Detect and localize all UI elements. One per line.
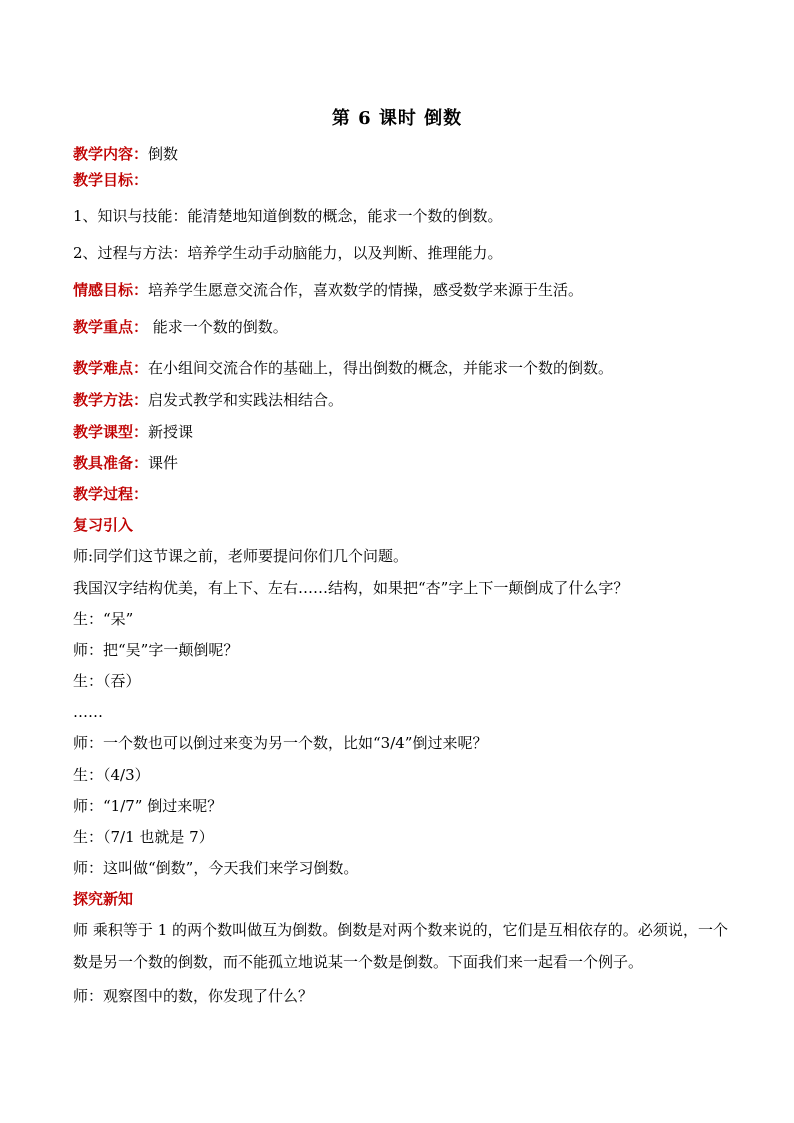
dialogue-line: 师：这叫做“倒数”，今天我们来学习倒数。: [73, 859, 359, 877]
dialogue-line: ……: [73, 703, 103, 721]
teaching-content-row: [73, 144, 178, 164]
dialogue-line: 师：一个数也可以倒过来变为另一个数，比如“3/4”倒过来呢？: [73, 734, 488, 752]
materials-label: 教具准备：: [73, 454, 149, 472]
process-label: 教学过程：: [73, 485, 149, 503]
method-label: 教学方法：: [73, 391, 149, 409]
process-row: [73, 484, 148, 504]
page-title: 第 6 课时 倒数: [331, 108, 463, 129]
dialogue-line: 师：把“吴”字一颠倒呢？: [73, 641, 239, 659]
teaching-content-value: 倒数: [148, 145, 179, 163]
materials-value: 课件: [148, 454, 179, 472]
lesson-type-value: 新授课: [148, 423, 194, 441]
key-point-value: 能求一个数的倒数。: [148, 318, 288, 336]
goal-item: 1、知识与技能：能清楚地知道倒数的概念，能求一个数的倒数。: [73, 207, 503, 225]
explore-heading: 探究新知: [73, 890, 134, 908]
emotion-goal-label: 情感目标：: [73, 281, 149, 299]
teaching-goals-row: [73, 170, 148, 190]
explore-paragraph: 师 乘积等于 1 的两个数叫做互为倒数。倒数是对两个数来说的，它们是互相依存的。必须说，一个数是另一个数的倒数，而不能孤立地说某一个数是倒数。下面我们来一起看一个例子。: [73, 921, 728, 971]
dialogue-line: 生：“呆”: [73, 610, 134, 628]
dialogue-line: 生：（4/3）: [73, 766, 150, 784]
dialogue-line: 生：（吞）: [73, 672, 141, 690]
key-point-label: 教学重点：: [73, 318, 149, 336]
difficulty-label: 教学难点：: [73, 359, 149, 377]
dialogue-line: 师：“1/7” 倒过来呢？: [73, 797, 223, 815]
dialogue-line: 我国汉字结构优美，有上下、左右……结构，如果把“杏”字上下一颠倒成了什么字？: [73, 579, 629, 597]
dialogue-line: 师:同学们这节课之前，老师要提问你们几个问题。: [73, 547, 409, 565]
difficulty-row: [73, 358, 613, 378]
goal-item: 2、过程与方法：培养学生动手动脑能力，以及判断、推理能力。: [73, 244, 503, 262]
materials-row: [73, 453, 178, 473]
lesson-type-row: [73, 422, 193, 442]
method-row: [73, 390, 343, 410]
method-value: 启发式教学和实践法相结合。: [148, 391, 344, 409]
last-line: 师：观察图中的数，你发现了什么？: [73, 987, 314, 1005]
key-point-row: [73, 317, 288, 337]
emotion-goal-row: [73, 280, 583, 300]
lesson-type-label: 教学课型：: [73, 423, 149, 441]
teaching-content-label: 教学内容：: [73, 145, 149, 163]
dialogue-line: 生：（7/1 也就是 7）: [73, 828, 214, 846]
teaching-goals-label: 教学目标：: [73, 171, 149, 189]
difficulty-value: 在小组间交流合作的基础上，得出倒数的概念，并能求一个数的倒数。: [148, 359, 614, 377]
emotion-goal-value: 培养学生愿意交流合作，喜欢数学的情操，感受数学来源于生活。: [148, 281, 584, 299]
review-intro-heading: 复习引入: [73, 516, 134, 534]
